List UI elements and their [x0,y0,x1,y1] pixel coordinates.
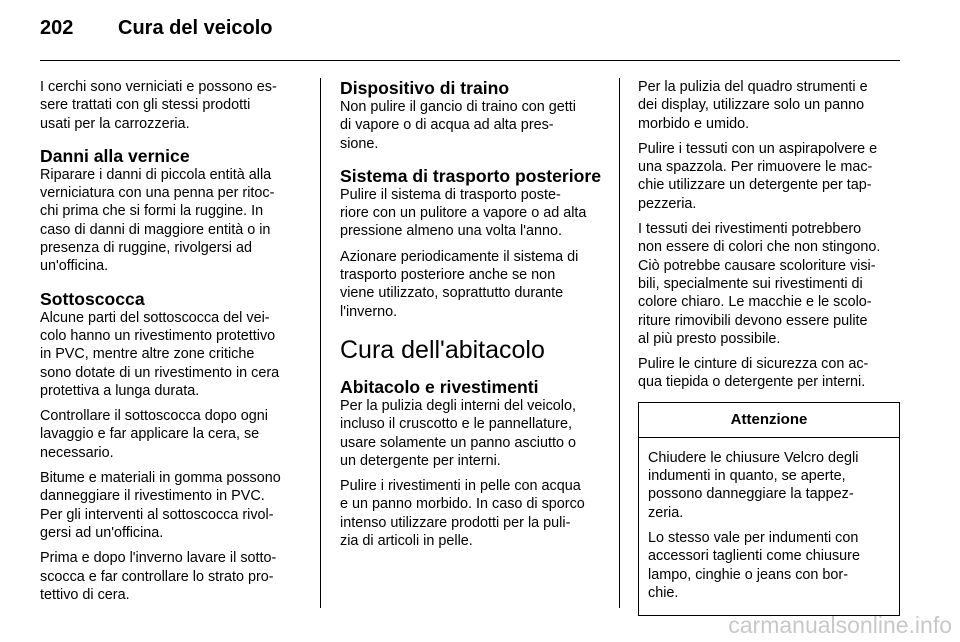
seat-belts-paragraph: Pulire le cinture di sicurezza con ac- qua tiepida o detergente per interni. [638,356,869,391]
column-divider-1 [320,78,321,608]
underbody-paragraph-2: Controllare il sottoscocca dopo ogni lavaggio e far applicare la cera, se necessario. [40,408,268,461]
interior-upholstery-heading: Abitacolo e rivestimenti [340,376,539,397]
fabric-colorfast-paragraph: I tessuti dei rivestimenti potrebbero non essere di colori che non stingono. Ciò potrebbe causare scoloriture visi- bili, specialmente sui rivestimenti di colore chiaro. Le macchie e le scolo- riture rimovibili devono essere pulite al più presto possibile. [638,221,881,347]
fabric-cleaning-paragraph: Pulire i tessuti con un aspirapolvere e una spazzola. Per rimuovere le mac- chie utilizzare un detergente per tap- pezzeria. [638,140,878,212]
towing-heading: Dispositivo di traino [340,78,510,98]
interior-care-title: Cura dell'abitacolo [340,335,545,364]
underbody-paragraph-4: Prima e dopo l'inverno lavare il sotto- scocca e far controllare lo strato pro- tettivo di cera. [40,550,277,603]
paint-damage-paragraph: Riparare i danni di piccola entità alla verniciatura con una penna per ritoc- chi prima che si formi la ruggine. In caso di danni di maggiore entità o in presenza di ruggine, rivolgersi ad un'officina. [40,166,275,275]
underbody-paragraph-1: Alcune parti del sottoscocca del vei- colo hanno un rivestimento protettivo in PVC, mentre altre zone critiche sono dotate di un rivestimento in cera protettiva a lunga durata. [40,309,280,399]
warning-heading: Attenzione [639,403,899,438]
column-divider-2 [619,78,620,608]
underbody-heading: Sottoscocca [40,288,145,309]
header-rule [40,60,900,61]
rear-carrier-paragraph-2: Azionare periodicamente il sistema di trasporto posteriore anche se non viene utilizzato, soprattutto durante l'inverno. [340,248,579,320]
warning-body [639,438,899,615]
interior-paragraph-2: Pulire i rivestimenti in pelle con acqua e un panno morbido. In caso di sporco intenso utilizzare prodotti per la puli- zia di articoli in pelle. [340,478,585,550]
warning-paragraph-1: Chiudere le chiusure Velcro degli indumenti in quanto, se aperte, possono danneggiare la tappez- zeria. [648,449,859,521]
underbody-paragraph-3: Bitume e materiali in gomma possono danneggiare il rivestimento in PVC. Per gli interventi al sottoscocca rivol- gersi ad un'officina. [40,470,281,541]
page-number: 202 [40,17,74,39]
instrument-panel-paragraph: Per la pulizia del quadro strumenti e dei display, utilizzare solo un panno morbido e umido. [638,79,868,132]
column-3 [638,78,900,616]
paint-damage-heading: Danni alla vernice [40,145,190,166]
column-1 [40,78,302,611]
rear-carrier-paragraph-1: Pulire il sistema di trasporto poste- riore con un pulitore a vapore o ad alta pressione almeno una volta l'anno. [340,186,587,240]
warning-paragraph-2: Lo stesso vale per indumenti con accessori taglienti come chiusure lampo, cinghie o jeans con bor- chie. [648,529,860,601]
warning-box [638,402,900,616]
towing-paragraph: Non pulire il gancio di traino con getti di vapore o di acqua ad alta pres- sione. [340,99,576,152]
column-2 [340,78,602,557]
wheel-rims-paragraph: I cerchi sono verniciati e possono es- sere trattati con gli stessi prodotti usati per la carrozzeria. [40,79,277,132]
page-title: Cura del veicolo [118,17,273,39]
rear-carrier-heading: Sistema di trasporto posteriore [340,165,602,186]
watermark: carmanualsonline.info [728,612,952,638]
interior-paragraph-1: Per la pulizia degli interni del veicolo, incluso il cruscotto e le pannellature, usare solamente un panno asciutto o un detergente per interni. [340,397,577,469]
